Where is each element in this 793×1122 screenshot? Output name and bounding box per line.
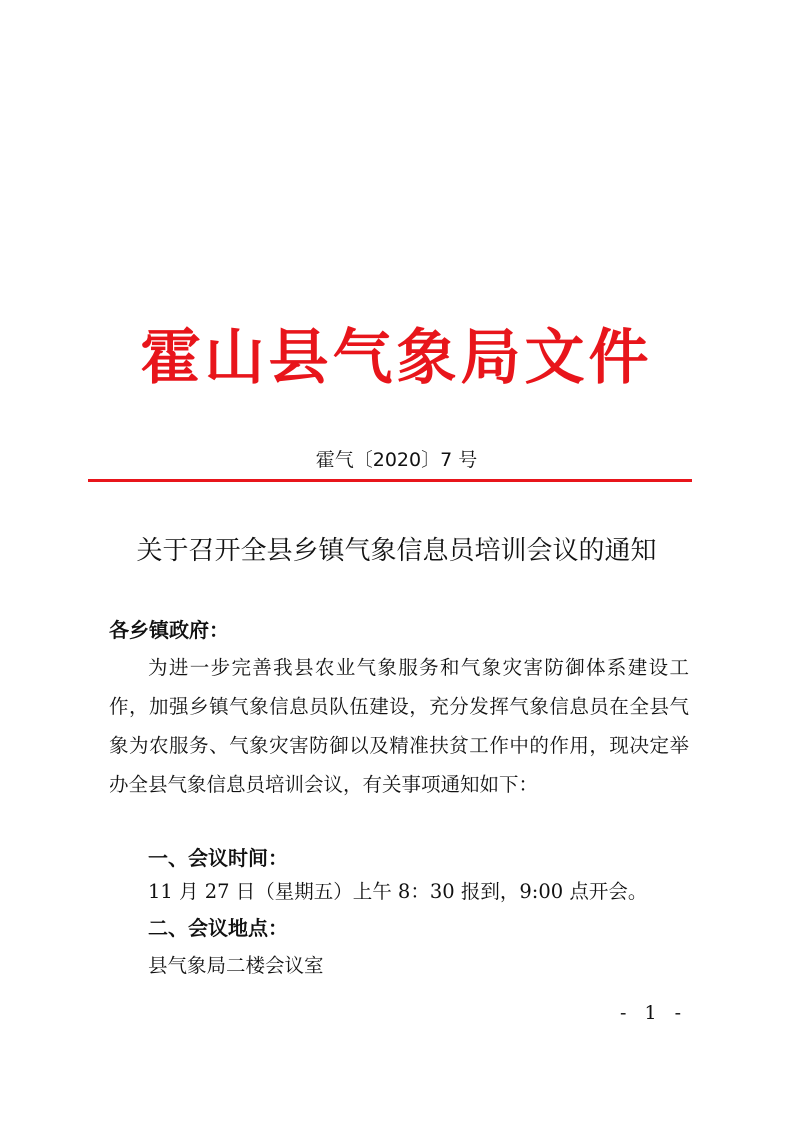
document-number: 霍气〔2020〕7 号 bbox=[315, 449, 478, 471]
section-content-time: 11 月 27 日（星期五）上午 8：30 报到，9:00 点开会。 bbox=[148, 880, 648, 903]
intro-paragraph-block bbox=[109, 648, 689, 804]
section-heading-location: 二、会议地点： bbox=[148, 916, 288, 940]
document-header-title: 霍山县气象局文件 bbox=[140, 323, 653, 393]
intro-paragraph: 为进一步完善我县农业气象服务和气象灾害防御体系建设工作，加强乡镇气象信息员队伍建设，充分发挥气象信息员在全县气象为农服务、气象灾害防御以及精准扶贫工作中的作用，现决定举办全县气象信息员培训会议，有关事项通知如下： bbox=[109, 656, 689, 796]
section-heading-time: 一、会议时间： bbox=[148, 846, 288, 870]
red-divider bbox=[88, 479, 692, 482]
section-content-location: 县气象局二楼会议室 bbox=[148, 954, 324, 977]
page-number: - 1 - bbox=[620, 1002, 688, 1024]
notice-title: 关于召开全县乡镇气象信息员培训会议的通知 bbox=[136, 536, 657, 566]
salutation: 各乡镇政府： bbox=[109, 618, 229, 642]
